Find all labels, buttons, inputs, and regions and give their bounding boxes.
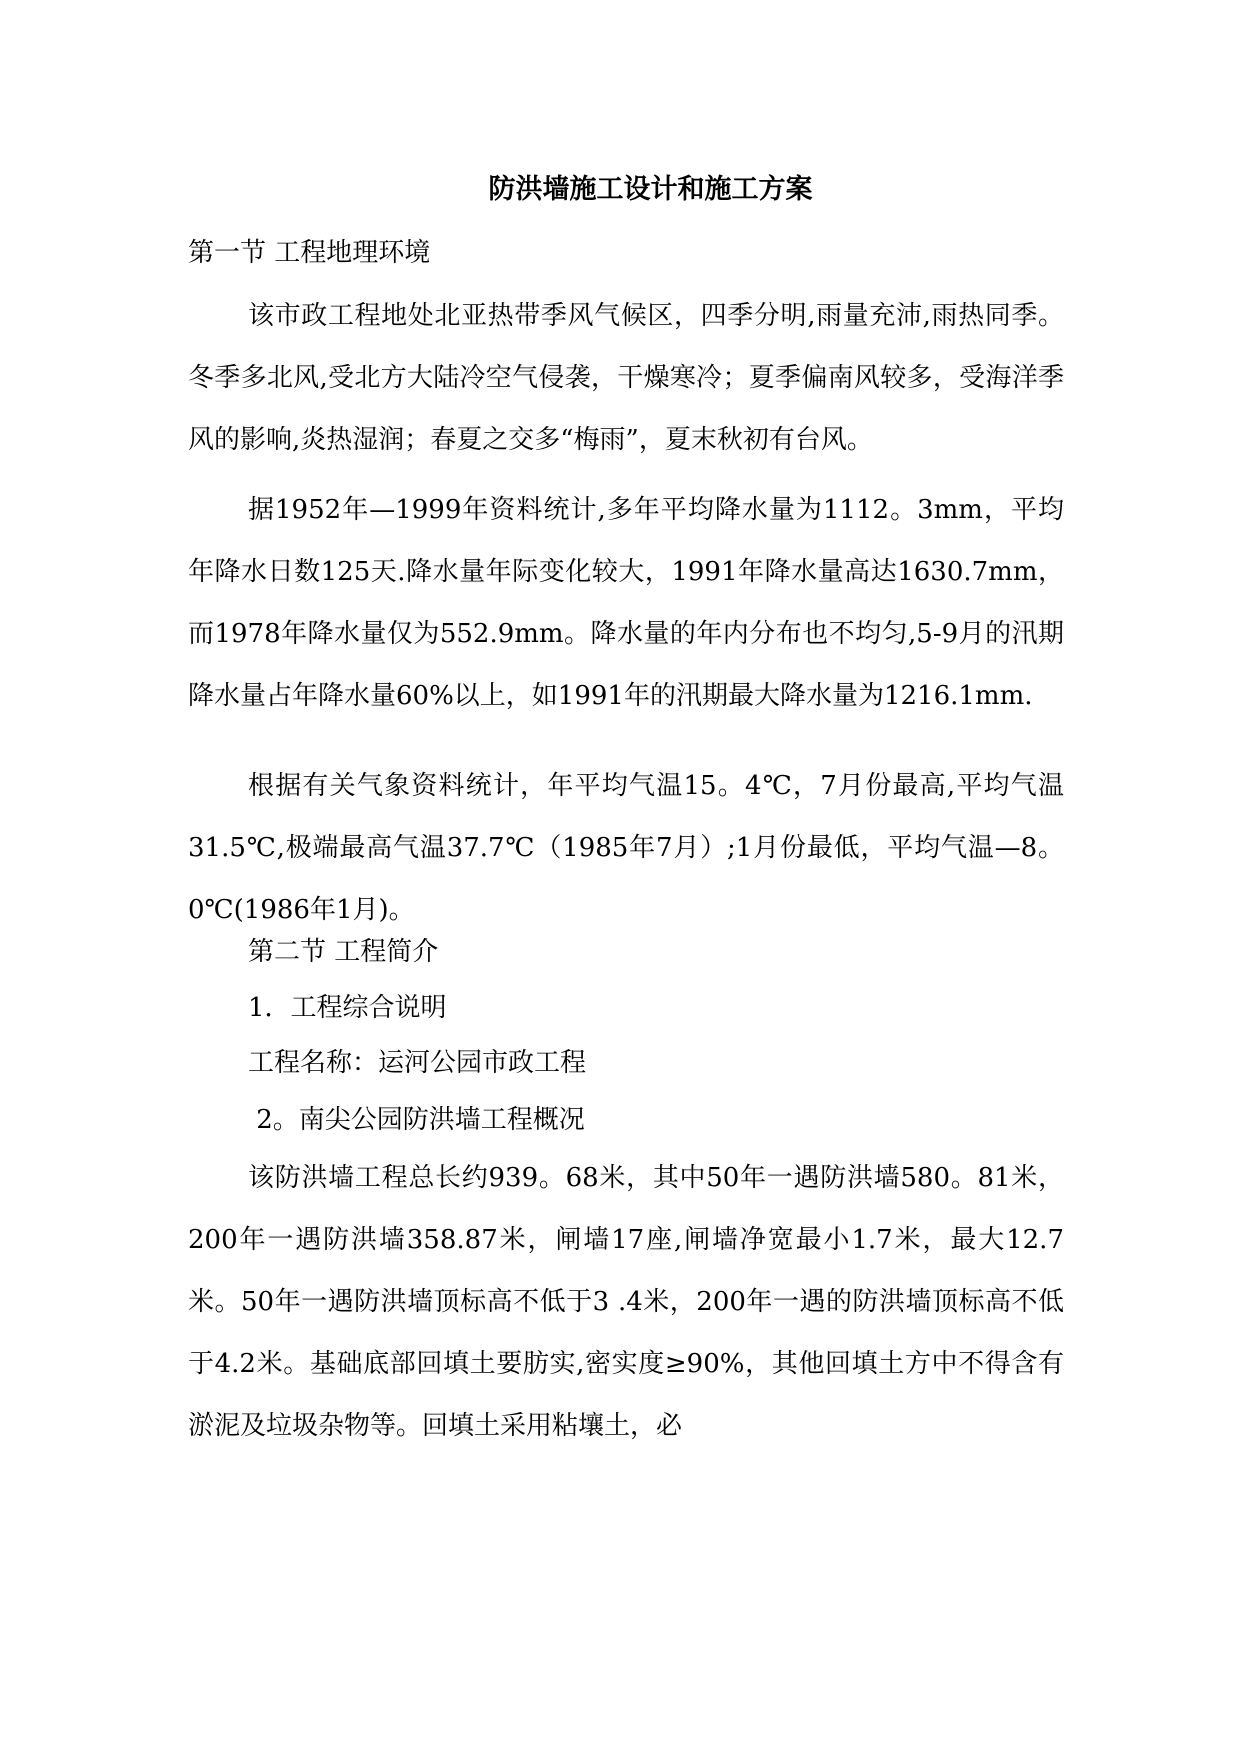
paragraph-climate: 该市政工程地处北亚热带季风气候区，四季分明,雨量充沛,雨热同季。冬季多北风,受北方大陆冷空气侵袭，干燥寒冷；夏季偏南风较多，受海洋季风的影响,炎热湿润；春夏之交多“梅雨”，夏末秋初有台风。 — [188, 301, 1064, 455]
list-item-2: 2。南尖公园防洪墙工程概况 — [248, 1105, 585, 1135]
project-name-line: 工程名称：运河公园市政工程 — [248, 1048, 587, 1078]
section-heading-1: 第一节 工程地理环境 — [188, 238, 431, 268]
document-title: 防洪墙施工设计和施工方案 — [488, 174, 813, 205]
paragraph-temperature: 根据有关气象资料统计，年平均气温15。4℃，7月份最高,平均气温31.5℃,极端最高气温37.7℃（1985年7月）;1月份最低，平均气温—8。0℃(1986年1月)。 — [188, 771, 1064, 925]
list-item-1: 1．工程综合说明 — [248, 993, 447, 1023]
paragraph-precipitation: 据1952年—1999年资料统计,多年平均降水量为1112。3mm，平均年降水日数125天.降水量年际变化较大，1991年降水量高达1630.7mm，而1978年降水量仅为552.9mm。降水量的年内分布也不均匀,5-9月的汛期降水量占年降水量60%以上，如1991年的汛期最大降水量为1216.1mm. — [188, 495, 1064, 711]
section-heading-2: 第二节 工程简介 — [248, 937, 439, 967]
paragraph-overview: 该防洪墙工程总长约939。68米，其中50年一遇防洪墙580。81米，200年一遇防洪墙358.87米，闸墙17座,闸墙净宽最小1.7米，最大12.7米。50年一遇防洪墙顶标高不低于3 .4米，200年一遇的防洪墙顶标高不低于4.2米。基础底部回填土要肪实,密实度≥90%，其他回填土方中不得含有淤泥及垃圾杂物等。回填土采用粘壤土，必 — [188, 1163, 1064, 1441]
